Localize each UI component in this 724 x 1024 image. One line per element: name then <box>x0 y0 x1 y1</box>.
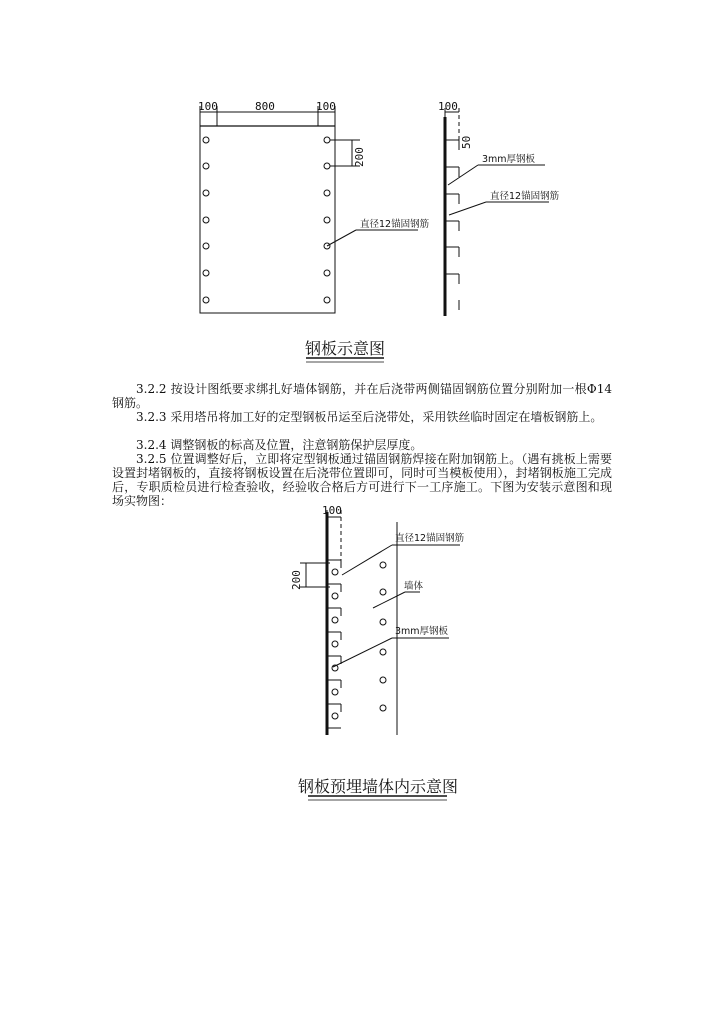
label-plate-fig3: 3mm厚钢板 <box>395 626 449 637</box>
left-hole-column <box>203 137 209 303</box>
rebar-leader-line <box>327 230 356 246</box>
label-wall-fig3: 墙体 <box>404 581 424 592</box>
paragraph-3-2-2: 3.2.2 按设计图纸要求绑扎好墙体钢筋，并在后浇带两侧锚固钢筋位置分别附加一根Φ14钢筋。 <box>112 382 612 410</box>
anchor-bars <box>445 140 459 310</box>
paragraph-3-2-5: 3.2.5 位置调整好后，立即将定型钢板通过锚固钢筋焊接在附加钢筋上。（遇有挑板上需要设置封堵钢板的，直接将钢板设置在后浇带位置即可，同时可当模板使用），封堵钢板施工完成后，专职质检员进行检查验收，经验收合格后方可进行下一工序施工。下图为安装示意图和现场实物图： <box>112 452 612 508</box>
dim-label-spacing: 200 <box>353 147 366 167</box>
label-rebar-fig2: 直径12锚固钢筋 <box>490 191 560 202</box>
plate-elevation-figure <box>200 106 418 313</box>
anchor-bars-fig3 <box>327 560 341 728</box>
paragraph-3-2-3: 3.2.3 采用塔吊将加工好的定型钢板吊运至后浇带处，采用铁丝临时固定在墙板钢筋上。 <box>136 410 603 424</box>
dim-label-spacing-fig3: 200 <box>290 570 303 590</box>
rebar-leader-line-fig2 <box>449 202 486 215</box>
plate-leader-line-fig3 <box>333 638 392 667</box>
plate-leader-line <box>448 165 478 185</box>
label-rebar-fig1: 直径12锚固钢筋 <box>360 219 430 230</box>
caption-underline-fig1 <box>306 358 384 362</box>
dim-label-left: 100 <box>198 100 218 113</box>
dim-label-top-fig3: 100 <box>322 504 342 517</box>
rebar-column-inner <box>380 562 386 711</box>
caption-fig1: 钢板示意图 <box>304 339 386 358</box>
rebar-leader-line-fig3 <box>342 545 392 575</box>
wall-leader-line <box>373 592 405 608</box>
label-rebar-fig3: 直径12锚固钢筋 <box>395 533 465 544</box>
dim-label-middle: 800 <box>255 100 275 113</box>
right-hole-column <box>324 137 330 303</box>
plate-outline <box>200 126 335 313</box>
paragraph-3-2-4: 3.2.4 调整钢板的标高及位置，注意钢筋保护层厚度。 <box>136 438 423 452</box>
caption-fig3: 钢板预埋墙体内示意图 <box>297 777 459 796</box>
dim-label-small-fig2: 50 <box>460 135 473 149</box>
dim-label-top-fig2: 100 <box>438 100 458 113</box>
label-plate-fig2: 3mm厚钢板 <box>482 154 536 165</box>
rebar-column-near <box>332 569 338 719</box>
caption-underline-fig3 <box>308 796 447 800</box>
dim-label-right: 100 <box>316 100 336 113</box>
